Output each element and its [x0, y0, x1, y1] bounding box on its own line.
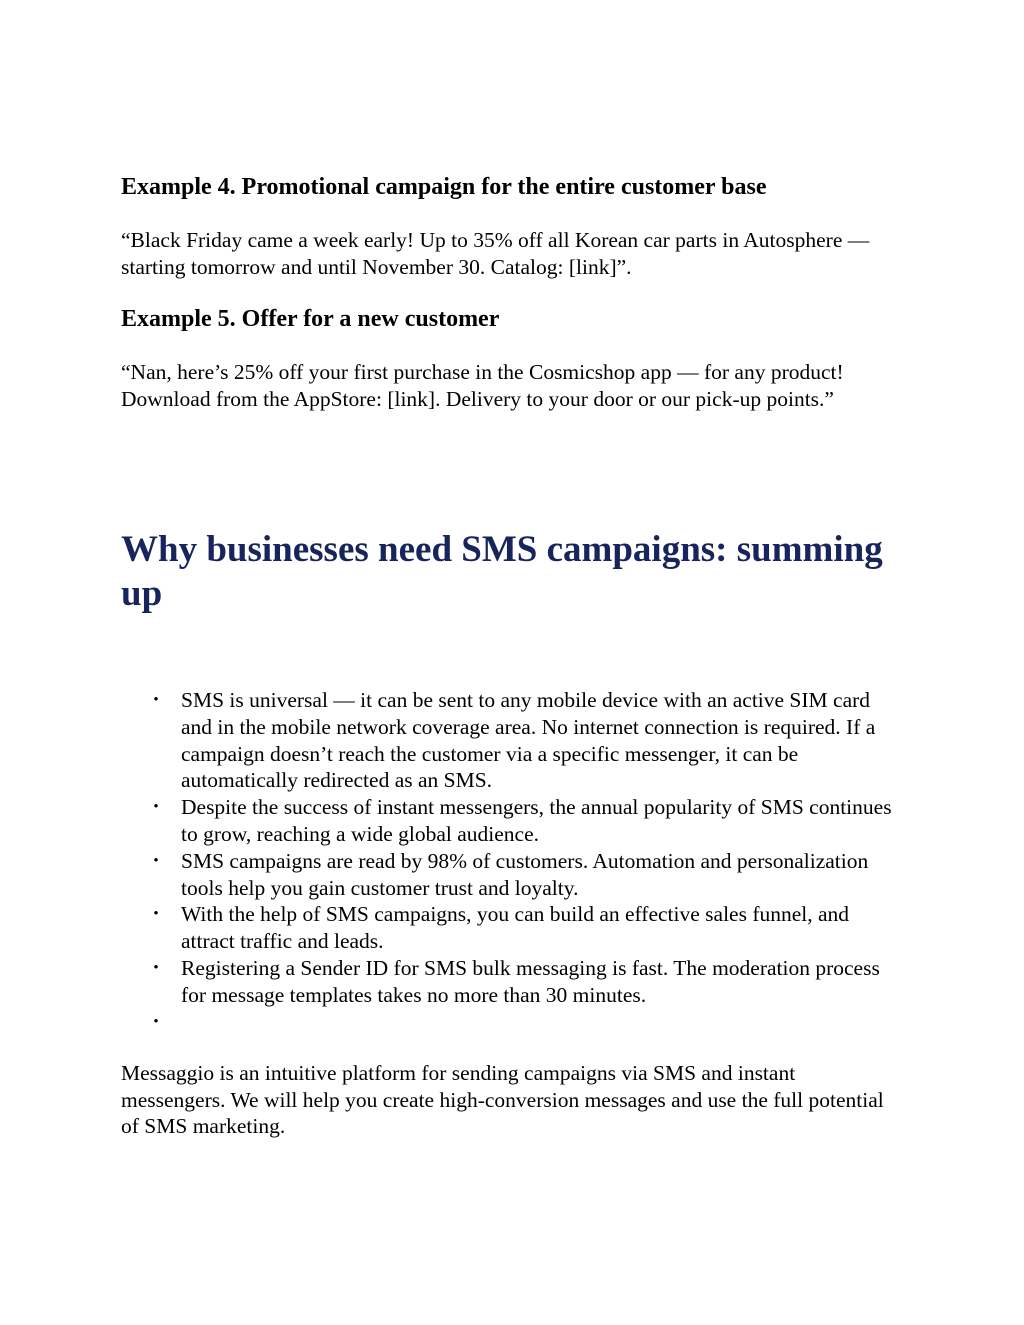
list-item: [121, 687, 901, 794]
list-item: [121, 794, 901, 848]
list-item: [121, 901, 901, 955]
summary-bullet-list: [121, 687, 901, 1035]
closing-paragraph: Messaggio is an intuitive platform for sending campaigns via SMS and instant messengers. We will help you create high-conversion messages and use the full potential of SMS marketing.: [121, 1061, 884, 1138]
bullet-icon: •: [153, 959, 159, 976]
list-item-text: With the help of SMS campaigns, you can build an effective sales funnel, and attract traffic and leads.: [181, 902, 850, 954]
list-item: [121, 848, 901, 902]
summary-heading: Why businesses need SMS campaigns: summing up: [121, 529, 883, 614]
list-item-text: Despite the success of instant messengers, the annual popularity of SMS continues to grow, reaching a wide global audience.: [181, 795, 892, 846]
list-item: [121, 1009, 901, 1036]
bullet-icon: •: [153, 852, 159, 869]
bullet-icon: •: [153, 692, 159, 708]
list-item-text: Registering a Sender ID for SMS bulk messaging is fast. The moderation process for message templates takes no more than 30 minutes.: [181, 955, 880, 1007]
list-item-text: SMS is universal — it can be sent to any mobile device with an active SIM card and in the mobile network coverage area. No internet connection is required. If a campaign doesn’t reach the customer via a specific messenger, it can be automatically redirected as an SMS.: [181, 688, 876, 793]
example-4-heading: Example 4. Promotional campaign for the entire customer base: [121, 174, 767, 200]
example-5-heading: Example 5. Offer for a new customer: [121, 306, 500, 332]
example-5-text: “Nan, here’s 25% off your first purchase in the Cosmicshop app — for any product! Download from the AppStore: [link]. Delivery to your door or our pick-up points.”: [121, 360, 844, 411]
bullet-icon: •: [153, 906, 159, 923]
bullet-icon: •: [153, 799, 159, 816]
example-4-text: “Black Friday came a week early! Up to 35% off all Korean car parts in Autosphere — starting tomorrow and until November 30. Catalog: [link]”.: [121, 228, 870, 279]
list-item-text: SMS campaigns are read by 98% of customers. Automation and personalization tools help you gain customer trust and loyalty.: [181, 848, 869, 900]
list-item: [121, 955, 901, 1009]
bullet-icon: •: [153, 1013, 159, 1030]
